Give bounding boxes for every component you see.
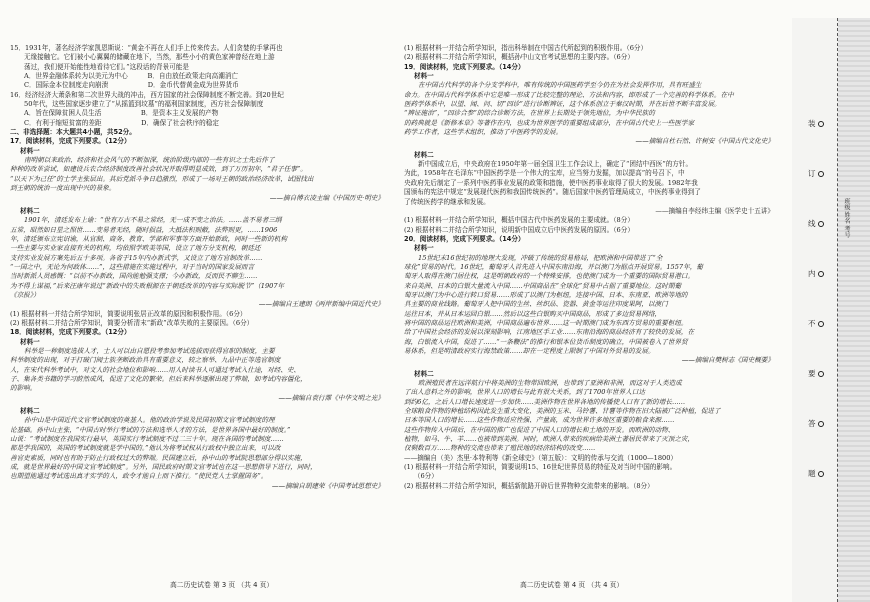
text-line: 材料二: [20, 407, 40, 416]
binding-margin: [792, 18, 870, 602]
right-page: [404, 44, 792, 588]
binding-seal-label: 线: [808, 219, 816, 228]
text-line: 种种的改革尝试，如建设兵农合经济制度改善社会状况并取得明显成效，到了万历初年，“君子任事”。: [10, 165, 307, 174]
binding-seal-mark: [808, 318, 834, 329]
text-line: 成，就是世界最好的中国文官考试制度”。另外，国民政府时期文官考试也在这一思想指导下进行，同时，: [10, 463, 317, 472]
text-line: 具主要的商业线路。葡萄牙人把中国的生丝、丝织品、瓷器、黄金等运往印度果阿，以澳门: [404, 300, 668, 309]
text-line: 1901年，清廷发布上谕：“世有万古不易之常经，无一成不变之治法。……盖不易者三纲: [24, 216, 282, 225]
text-line: 20．阅读材料，完成下列要求。（14分）: [404, 234, 525, 243]
text-line: 央政府先后制定了一系列中医药事业发展的政策和措施，使中医药事业取得了很大的发展。1982年我: [404, 178, 698, 187]
text-line: 人，在宋代科举考试中，对文人的社会地位和影响……用人时读书人可通过考试入仕途，对经、史、: [10, 365, 301, 374]
text-line: 善官吏素质，同时也有助于防止行政权过大的弊端。民国建立后，孙中山的考试院思想部分得以实施，: [10, 453, 307, 462]
binding-seal-label: 不: [808, 319, 816, 328]
text-line: 国颁布的宪法中规定“发展现代医药和我国传统医药”。随后国家中医药管理局成立，中医药事业得到了: [404, 188, 701, 197]
text-line: (2) 根据材料二并结合所学知识，概括新航路开辟后世界物种交流带来的影响。（8分）: [404, 481, 654, 490]
text-line: 17．阅读材料，完成下列要求。（12分）: [10, 137, 131, 146]
text-line: 科举是一种制度选拔人才，士人可以由自愿投考参加考试选拔而获得官职的制度，主要: [24, 347, 275, 355]
binding-hole-icon: [818, 171, 824, 177]
binding-seal-mark: [808, 468, 834, 479]
text-line: ——摘编自杜石然、许树安《中国古代文化史》: [635, 137, 774, 146]
text-line: ——摘编自王建朗《两岸新编中国近代史》: [258, 300, 384, 309]
text-line: 材料二: [20, 206, 40, 215]
text-line: (2) 根据材料二并结合所学知识，说明新中国成立后中医药发展的原因。（6分）: [404, 225, 634, 234]
text-line: 19．阅读材料，完成下列要求。（14分）: [404, 62, 525, 71]
text-line: 当时新派人员感慨：“以前不办新政，国尚能勉强支撑；今办新政，反而民不聊生……: [10, 272, 258, 281]
text-line: 材料一: [414, 244, 434, 253]
text-line: (1) 根据材料一并结合所学知识，指出科举制在中国古代所起到的积极作用。（6分）: [404, 44, 648, 52]
text-line: （6分）: [404, 472, 438, 481]
text-line: 二、非选择题：本大题共4小题，共52分。: [10, 128, 136, 137]
binding-seal-label: 题: [808, 469, 816, 478]
text-line: 日本等国人口的增长……这些作物适应性强、产量高，成为世界许多地区重要的粮食来源……: [404, 416, 675, 425]
text-line: 给了中国社会经济的发展以深刻影响，江南地区手工业……东南沿海的商品经济有了较快的发展，在: [404, 328, 695, 337]
text-line: 16．经济经济大萧条和第二次世界大战的冲击，西方国家的社会保障制度不断完善。到20世纪: [10, 90, 284, 99]
text-line: C．国际金本位制度走向崩溃 D．金币代替黄金成为世界货币: [24, 81, 239, 90]
text-line: “以天下为己任”的士学主张层出。其后党派斗争日趋激烈，形成了一场对王朝的政治经济改革，试图找出: [10, 174, 314, 183]
text-line: 荡过，我们便开始能性地看待它们。”这段话的背景可能是: [24, 62, 189, 71]
text-line: 五常，昭然如日星之照世……变易者无经，随时损益，大抵法积则敝，法弊则更，……1906: [10, 225, 278, 234]
binding-seal-mark: [808, 218, 834, 229]
binding-seal-label: 订: [808, 169, 816, 178]
text-line: 孙中山是中国近代文官考试制度的奠基人。他的政治学说及民国初期文官考试制度的理: [24, 416, 275, 425]
text-line: 的药典就是《新修本草》等著作在内，也成为世界医学的重要组成部分，在中国古代史上一些医学家: [404, 118, 695, 127]
text-line: 球化”贸易的时代。16世纪，葡萄牙人首先进入中国东南沿海，并以澳门为据点开展贸易。1557年，葡: [404, 262, 703, 271]
text-line: 《京报》）: [10, 290, 40, 299]
text-line: 15世纪末16世纪初的地理大发现，冲破了传统的贸易格局，把欧洲和中国带进了“全: [418, 253, 663, 262]
text-line: 命力。在中国古代科学体系中它是唯一形成了比较完整的理论、方法和内容，即形成了一个完善的科学体系。在中: [404, 90, 734, 99]
text-line: 医药学体系中，以望、闻、问、切“四诊”进行诊断辨证，这个体系创立于秦汉时期，并在后世不断丰富发展。: [404, 100, 721, 109]
text-line: 这些作物传入中国后，在中国的推广也促进了中国人口的增长和土地的开发。而欧洲的动物、: [404, 425, 675, 434]
text-line: 山说：“考试制度在我国实行最早，英国实行考试制度不过二三十年。现在各国的考试制度……: [10, 435, 284, 444]
text-line: 50年代，这些国家逐步建立了“从摇篮到坟墓”的福利国家制度，西方社会保障制度: [24, 100, 264, 109]
text-line: 到王朝的统治一度出现中兴的景象。: [10, 184, 116, 193]
text-line: 欧洲殖民者在远洋航行中将美洲的生物带回欧洲，也带到了亚洲和非洲，而这对于人类造成: [418, 379, 682, 388]
text-line: ——摘自傅衣凌主编《中国历史·明史》: [269, 193, 384, 202]
binding-seal-mark: [808, 418, 834, 429]
binding-seal-mark: [808, 268, 834, 279]
binding-hole-icon: [818, 321, 824, 327]
text-line: 仅剩数百万……物种的交流也带来了殖民地的经济结构的改变……: [404, 444, 596, 453]
text-line: 全球粮食作物的种植结构因此发生重大变化，美洲的玉米、马铃薯、甘薯等作物在旧大陆被广泛种植，促进了: [404, 407, 721, 416]
text-line: 年，清廷颁布立宪诏谕，从官制、商务、教育、学部和军事等方面开始新政，同时一些新的机构: [10, 234, 287, 243]
text-line: 新中国成立后，中央政府在1950年第一届全国卫生工作会议上，确定了“团结中西医”的方针。: [418, 160, 693, 169]
text-line: A．世界金融体系转为以美元为中心 B．自由放任政策走向高潮消亡: [24, 72, 239, 81]
text-line: 萄牙以澳门为中心进行转口贸易……形成了以澳门为枢纽，连接中国、日本、东南亚、欧洲等地的: [404, 290, 688, 299]
text-line: (1) 根据材料一并结合所学知识，简要说明张居正改革的原因和积极作用。（6分）: [10, 309, 247, 318]
text-line: 南明朝以来政治、经济和社会风气的不断加深，统治阶级内部的一些有识之士先后作了: [24, 156, 275, 165]
binding-hole-icon: [818, 371, 824, 377]
text-line: A．旨在保障贫困人员生活 B．是资本主义发展的产物: [24, 109, 219, 118]
text-line: 了传统医药学的继承和发展。: [404, 197, 490, 206]
footer-right: 高二历史试卷 第 4 页 （共 4 页）: [520, 581, 624, 589]
text-line: “一国之中，无论为何政体……”，这些措施在实施过程中，对于当时的国家发展而言: [10, 262, 255, 271]
text-line: (2) 根据材料二并结合所学知识，简要分析清末“新政”改革失败的主要原因。（6分）: [10, 318, 254, 327]
binding-hole-icon: [818, 221, 824, 227]
text-line: 来自美洲、日本的白银大量流入中国……中国商品在“全球化”贸易中占据了重要地位。这时期葡: [404, 281, 682, 290]
text-line: C．有利于缩短贫富的差距 D．确保了社会秩序的稳定: [24, 118, 219, 127]
student-info-label: 班级 姓名 考号: [843, 198, 850, 238]
binding-seal-label: 内: [808, 269, 816, 278]
binding-seal-label: 要: [808, 369, 816, 378]
text-line: 易体系，但是明清政府实行海禁政策……却在一定程度上限制了中国对外贸易的发展。: [404, 347, 655, 355]
text-line: 都是学我国的，英国的考试制度就是学中国的。”他认为将考试权从行政权中独立出来，可以改: [10, 444, 281, 453]
text-line: “辨证施治”，“四诊合参”的综合诊断方法，在世界上长期处于领先地位，为中华民族的: [404, 109, 655, 118]
text-line: 运往日本，并从日本运回白银……然后以这些白银购买中国商品，形成了多边贸易网络，: [404, 309, 662, 318]
text-line: 材料一: [20, 337, 40, 346]
text-line: 药学工作者，这些学术组织，推动了中医药学的发展。: [404, 128, 563, 137]
text-line: 萄牙人取得在澳门居住权，这是明朝政府的一个特殊安排，也使澳门成为一个重要的国际贸易港口。: [404, 272, 695, 281]
text-line: ——摘编自胡建荣《中国考试思想史》: [271, 481, 384, 490]
text-line: (2) 根据材料二并结合所学知识，概括孙中山文官考试思想的主要内容。（6分）: [404, 53, 634, 62]
text-line: 也期望能通过考试选出真才实学的人，政令才能自上而下推行。“使民党人士掌握国务”。: [10, 472, 268, 481]
binding-seal-mark: [808, 118, 834, 129]
left-page: [10, 44, 402, 588]
footer-left: 高二历史试卷 第 3 页 （共 4 页）: [170, 581, 274, 589]
text-line: 海，白银流入中国，促进了……“一条鞭法”的推行和银本位货币制度的确立，中国被卷入了世界贸: [404, 337, 688, 346]
text-line: 论基础。孙中山主张，“中国古时举行考试的方法和选举人才的方法，是世界各国中最好的制度。”: [10, 425, 291, 434]
text-line: 18．阅读材料，完成下列要求。（12分）: [10, 328, 131, 337]
text-line: 为不得上谋福，”后来汪康年说过“新政中的失败根源在于朝廷改革的内容与实际脱节”（1907年: [10, 281, 285, 290]
text-line: 科举制度的出现，对于打破门阀士族垄断政治具有重要意义，较之察举、九品中正等选官制度: [10, 356, 281, 365]
text-line: 无缘接触它。它们被小心翼翼的储藏在地下，当然，那些小小的黄色家神曾经在地上游: [24, 53, 275, 62]
binding-hole-icon: [818, 421, 824, 427]
text-line: 一些主要与实业家直接有关的机构，均依照学欧美等国，设立了地方分支机构，朝廷还: [10, 244, 261, 253]
text-line: 为此，1958年在毛泽东“中国医药学是一个伟大的宝库，应当努力发掘，加以提高”的号召下，中: [404, 169, 685, 178]
text-line: 到约6亿，之后人口增长速度进一步加快……美洲作物在世界各地的传播使人口有了新的增长……: [404, 397, 686, 406]
text-line: 植物，如马、牛、羊……也被带到美洲。同时，欧洲人带来的疾病给美洲土著居民带来了灭顶之灾，: [404, 435, 695, 444]
text-line: 材料二: [414, 150, 434, 159]
text-line: ——摘编自袁行霈《中华文明之光》: [278, 393, 384, 402]
binding-hole-icon: [818, 121, 824, 127]
binding-seal-label: 答: [808, 419, 816, 428]
binding-hole-icon: [818, 471, 824, 477]
binding-seal-mark: [808, 368, 834, 379]
text-line: 材料二: [414, 369, 434, 378]
binding-seal-mark: [808, 168, 834, 179]
text-line: 15．1931年，著名经济学家凯恩斯说：“黄金不再在人们手上传来传去。人们贪婪的手掌再也: [10, 44, 283, 52]
text-line: ——摘编自李经纬主编《医学史十五讲》: [655, 206, 774, 215]
binding-seal-label: 装: [808, 119, 816, 128]
binding-hole-icon: [818, 271, 824, 277]
text-line: (1) 根据材料一并结合所学知识，简要说明15、16世纪世界贸易的特征及对当时中国的影响。: [404, 463, 677, 472]
text-line: ——摘编自樊树志《国史概要》: [681, 356, 774, 365]
text-line: 材料一: [414, 72, 434, 81]
text-line: ——摘编自（美）杰里·本特利等《新全球史》（第五版）：文明的传承与交流（1000—1800）: [404, 453, 678, 462]
text-line: 材料一: [20, 146, 40, 155]
text-line: 支持实业发展方案先后五十多项。各省于15年内办新式学，又设立了地方官制改革……: [10, 253, 263, 262]
text-line: 了出人意料之外的影响，世界人口的增长与此有很大关系，到了1700年世界人口达: [404, 388, 645, 397]
text-line: 子、集各类书籍的学习蔚然成风，促进了文化的繁荣。但后来科举逐渐出现了弊端，如考试内容僵化，: [10, 375, 307, 384]
text-line: 的影响。: [10, 384, 37, 393]
text-line: (1) 根据材料一并结合所学知识，概括中国古代中医药发展的主要成就。（8分）: [404, 216, 634, 225]
text-line: 将中国的商品运往欧洲和美洲，中国商品遍布世界……这一时期澳门成为东西方贸易的重要枢纽。: [404, 318, 688, 327]
text-line: 在中国古代科学的各个分支学科中，唯有传统的中国医药学至今仍在为社会发挥作用，具有旺盛生: [418, 81, 702, 90]
binding-line-area: [792, 18, 838, 602]
